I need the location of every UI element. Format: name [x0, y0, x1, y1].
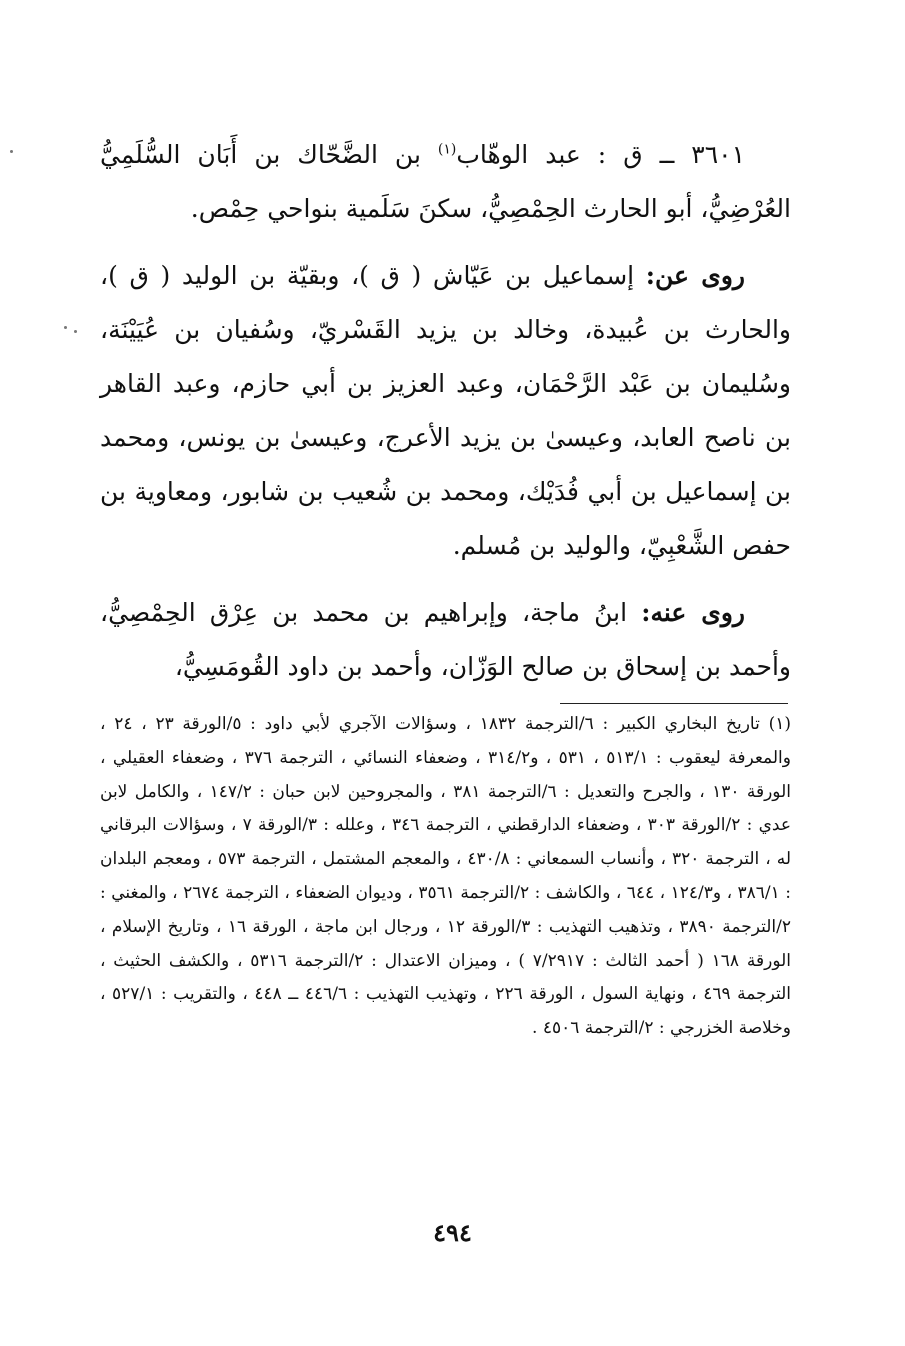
- footnote-separator: [560, 703, 788, 704]
- page-number: ٤٩٤: [433, 1218, 472, 1247]
- narrated-by-paragraph: [100, 586, 791, 694]
- entry-description: بن الضَّحّاك بن أَبَان السُّلَمِيُّ العُرْضِيُّ، أبو الحارث الحِمْصِيُّ، سكنَ سَلَمية بنواحي حِمْص.: [100, 140, 791, 223]
- narrated-from-paragraph: [100, 249, 791, 573]
- narrated-from-label: روى عن:: [645, 261, 746, 290]
- scan-speck: [74, 330, 77, 333]
- footnote-1: [100, 708, 791, 1046]
- scan-speck: [64, 326, 67, 329]
- footnotes: [100, 708, 791, 1046]
- entry-heading: [100, 128, 791, 236]
- scan-speck: [10, 150, 13, 153]
- narrated-from-text: إسماعيل بن عَيّاش ( ق )، وبقيّة بن الوليد ( ق )، والحارث بن عُبيدة، وخالد بن يزيد القَسْريّ، وسُفيان بن عُيَيْنَة، وسُليمان بن عَبْد الرَّحْمَان، وعبد العزيز بن أبي حازم، وعبد القاهر بن ناصح العابد، وعيسىٰ بن يزيد الأعرج، وعيسىٰ بن يونس، ومحمد بن إسماعيل بن أبي فُدَيْك، ومحمد بن شُعيب بن شابور، ومعاوية بن حفص الشَّعْبِيّ، والوليد بن مُسلم.: [100, 261, 791, 560]
- footnote-text: تاريخ البخاري الكبير : ٦/الترجمة ١٨٣٢ ، وسؤالات الآجري لأبي داود : ٥/الورقة ٢٣ ، ٢٤ ، والمعرفة ليعقوب : ٥١٣/١ ، ٥٣١ ، و٣١٤/٢ ، وضعفاء النسائي ، الترجمة ٣٧٦ ، وضعفاء العقيلي ، الورقة ١٣٠ ، والجرح والتعديل : ٦/الترجمة ٣٨١ ، والمجروحين لابن حبان : ١٤٧/٢ ، والكامل لابن عدي : ٢/الورقة ٣٠٣ ، وضعفاء الدارقطني ، الترجمة ٣٤٦ ، وعلله : ٣/الورقة ٧ ، وسؤالات البرقاني له ، الترجمة ٣٢٠ ، وأنساب السمعاني : ٤٣٠/٨ ، والمعجم المشتمل ، الترجمة ٥٧٣ ، ومعجم البلدان : ٣٨٦/١ ، و١٢٤/٣ ، ٦٤٤ ، والكاشف : ٢/الترجمة ٣٥٦١ ، وديوان الضعفاء ، الترجمة ٢٦٧٤ ، والمغني : ٢/الترجمة ٣٨٩٠ ، وتذهيب التهذيب : ٣/الورقة ١٢ ، ورجال ابن ماجة ، الورقة ١٦ ، وتاريخ الإسلام ، الورقة ١٦٨ ( أحمد الثالث : ٧/٢٩١٧ ) ، وميزان الاعتدال : ٢/الترجمة ٥٣١٦ ، والكشف الحثيث ، الترجمة ٤٦٩ ، ونهاية السول ، الورقة ٢٢٦ ، وتهذيب التهذيب : ٤٤٦/٦ ــ ٤٤٨ ، والتقريب : ٥٢٧/١ ، وخلاصة الخزرجي : ٢/الترجمة ٤٥٠٦ .: [100, 714, 792, 1039]
- footnote-marker: (١): [768, 714, 791, 734]
- entry-title: ٣٦٠١ ــ ق : عبد الوهّاب: [456, 140, 745, 169]
- footnote-reference: (١): [437, 141, 457, 158]
- narrated-by-text: ابنُ ماجة، وإبراهيم بن محمد بن عِرْق الحِمْصِيُّ، وأحمد بن إسحاق بن صالح الوَزّان، وأحمد بن داود القُومَسِيُّ،: [100, 598, 791, 681]
- biography-entry: [100, 128, 791, 707]
- narrated-by-label: روى عنه:: [641, 598, 745, 627]
